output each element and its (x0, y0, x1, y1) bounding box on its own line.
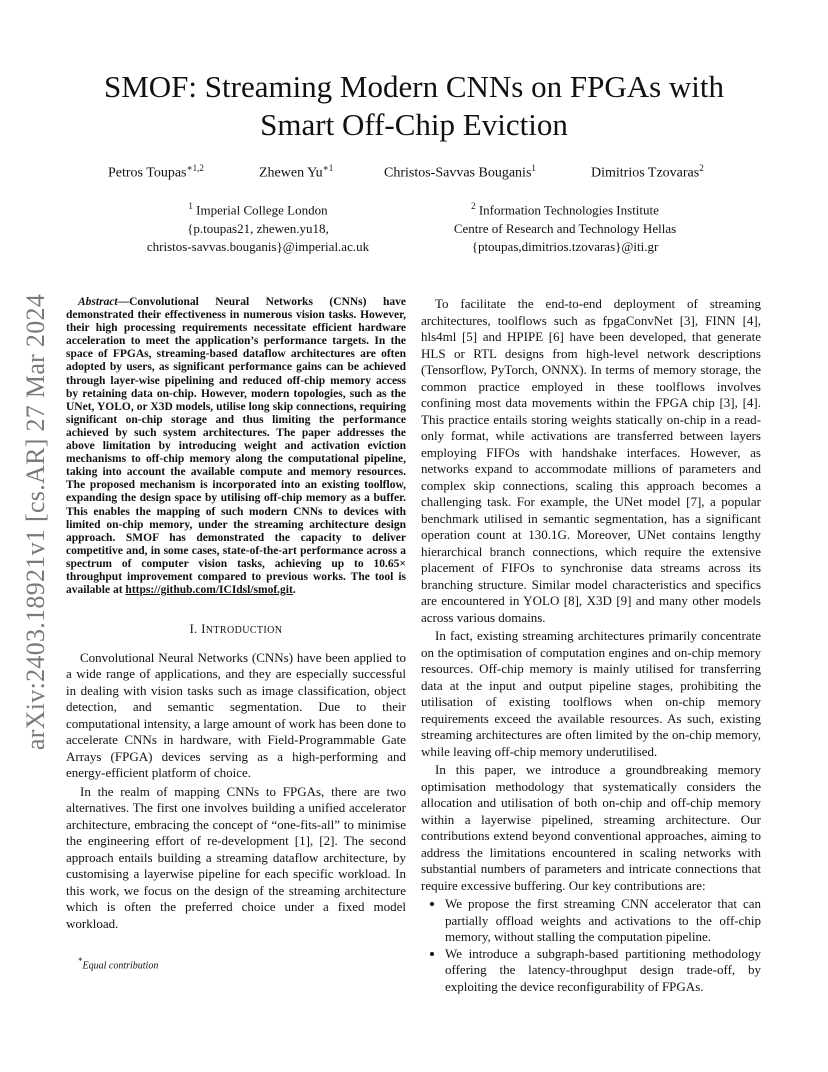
paragraph: To facilitate the end-to-end deployment of streaming architectures, toolflows such as fpgaConvNet [3], FINN [4], hls4ml [5] and HPIPE [6] have been developed, that generate HLS or RTL designs from high-level network descriptions (Tensorflow, PyTorch, ONNX). In terms of memory storage, the common practice employed in these toolflows involves confining most data movements within the FPGA chip [3], [4]. This practice entails storing weights statically on-chip in a read-only format, while activations are transferred between layers employing FIFOs with handshake interfaces. However, as networks expand to accommodate millions of parameters and complex skip connections, scaling this approach becomes a challenging task. For example, the UNet model [7], a popular benchmark utilised in semantic segmentation, has a significant operation count at 130.1G. Moreover, UNet contains lengthy hierarchical branch connections, which require the extensive placement of FIFOs to synchronise data streams across its branching structure. Similar model characteristics and specifics are encountered in YOLO [8], X3D [9] and many other models across various domains. (421, 296, 761, 625)
arxiv-identifier: arXiv:2403.18921v1 [cs.AR] 27 Mar 2024 (21, 293, 50, 751)
list-item: • We introduce a subgraph-based partitioning methodology offering the latency-throughput design trade-off, by exploiting the device reconfigurability of FPGAs. (445, 946, 761, 996)
paragraph: Convolutional Neural Networks (CNNs) have been applied to a wide range of applications, and they are especially successful in dealing with vision tasks such as image classification, object detection, and semantic segmentation. Due to their computational intensity, a large amount of work has been done to accelerate CNNs in hardware, with Field-Programmable Gate Arrays (FPGA) devices serving as a high-performing and energy-efficient platform of choice. (66, 649, 406, 781)
title-line: SMOF: Streaming Modern CNNs on FPGAs with (103, 69, 725, 104)
paper-title (40, 68, 788, 144)
author-name: Zhewen Yu (259, 165, 323, 181)
author-affil-mark: ∗1 (322, 163, 334, 173)
affiliation-line: {p.toupas21, zhewen.yu18, (187, 220, 329, 236)
section-number: I. (189, 622, 198, 637)
footnote-mark: * (78, 956, 83, 966)
affiliation-line: Centre of Research and Technology Hellas (453, 220, 677, 236)
affiliation-2 (430, 197, 700, 257)
affiliation-line: {ptoupas,dimitrios.tzovaras}@iti.gr (471, 239, 659, 255)
author-1 (108, 163, 204, 182)
repository-link[interactable]: https://github.com/ICIdsl/smof.git (125, 584, 293, 597)
abstract-text: —Convolutional Neural Networks (CNNs) have demonstrated their effectiveness in numerous vision tasks. However, their high processing requirements necessitate efficient hardware acceleration to meet the application’s performance targets. In the space of FPGAs, streaming-based dataflow architectures are often adopted by users, as significant performance gains can be achieved through layer-wise pipelining and reduced off-chip memory access by retaining data on-chip. However, modern topologies, such as the UNet, YOLO, or X3D models, utilise long skip connections, requiring significant on-chip storage and thus limiting the performance achieved by such system architectures. The paper addresses the above limitation by introducing weight and activation eviction mechanisms to off-chip memory along the computational pipeline, taking into account the available compute and memory resources. The proposed mechanism is incorporated into an existing toolflow, expanding the design space by utilising off-chip memory as a buffer. This enables the mapping of such modern CNNs to devices with limited on-chip memory, under the streaming architecture design approach. SMOF has demonstrated the capacity to deliver competitive and, in some cases, state-of-the-art performance across a spectrum of computer vision tasks, achieving up to 10.65× throughput improvement compared to previous works. The tool is available at (66, 296, 406, 597)
affiliation-line: Imperial College London (196, 202, 328, 218)
abstract (66, 296, 406, 597)
author-4 (591, 163, 704, 182)
section-title-rest: NTRODUCTION (205, 625, 283, 637)
author-name: Dimitrios Tzovaras (591, 165, 700, 181)
right-column (421, 296, 761, 995)
section-heading-introduction (66, 621, 406, 640)
author-affil-mark: 1 (531, 163, 536, 173)
affiliation-line: Information Technologies Institute (478, 202, 659, 218)
list-item: • We propose the first streaming CNN accelerator that can partially offload weights and activations to the off-chip memory, without stalling the computation pipeline. (445, 896, 761, 946)
affiliation-mark: 1 (188, 201, 193, 211)
left-column (66, 296, 406, 934)
author-2 (259, 163, 333, 182)
affiliation-line: christos-savvas.bouganis}@imperial.ac.uk (146, 239, 370, 255)
author-3 (384, 163, 536, 182)
author-name: Christos-Savvas Bouganis (384, 165, 532, 181)
abstract-end: . (292, 584, 296, 597)
footnote (78, 956, 158, 971)
paragraph: In this paper, we introduce a groundbreaking memory optimisation methodology that systematically considers the allocation and utilisation of both on-chip and off-chip memory within a layerwise pipelined, streaming architecture. Our contributions extend beyond conventional approaches, aiming to address the limitations encountered in scaling networks with substantial numbers of parameters and intricate connections that require excessive buffering. Our key contributions are: (421, 762, 761, 893)
affiliation-1 (128, 197, 388, 257)
contributions-list (421, 896, 761, 995)
paragraph: In fact, existing streaming architectures primarily concentrate on the optimisation of computation engines and on-chip memory resources. Off-chip memory is mainly utilised for transferring data at the input and output pipeline stages, prohibiting the utilisation of existing toolflows when on-chip memory requirements exceed the available resources. As such, existing streaming architectures are often limited by the on-chip memory, while leaving off-chip memory underutilised. (421, 628, 761, 759)
affiliation-mark: 2 (471, 201, 476, 211)
paragraph: In the realm of mapping CNNs to FPGAs, there are two alternatives. The first one involves building a unified accelerator architecture, embracing the concept of “one-fits-all” to minimise the engineering effort of re-development [1], [2]. The second approach entails building a streaming dataflow architecture, by customising a layerwise pipeline for each specific workload. In this work, we focus on the design of the streaming architecture which is often the preferred choice under a fixed model workload. (66, 783, 406, 931)
title-line: Smart Off-Chip Eviction (260, 107, 568, 142)
abstract-lead: Abstract (78, 296, 118, 308)
author-affil-mark: 2 (699, 163, 704, 173)
author-name: Petros Toupas (108, 165, 187, 181)
footnote-text: Equal contribution (82, 960, 159, 972)
section-title-cap: I (201, 622, 206, 637)
author-affil-mark: ∗1,2 (186, 163, 204, 173)
